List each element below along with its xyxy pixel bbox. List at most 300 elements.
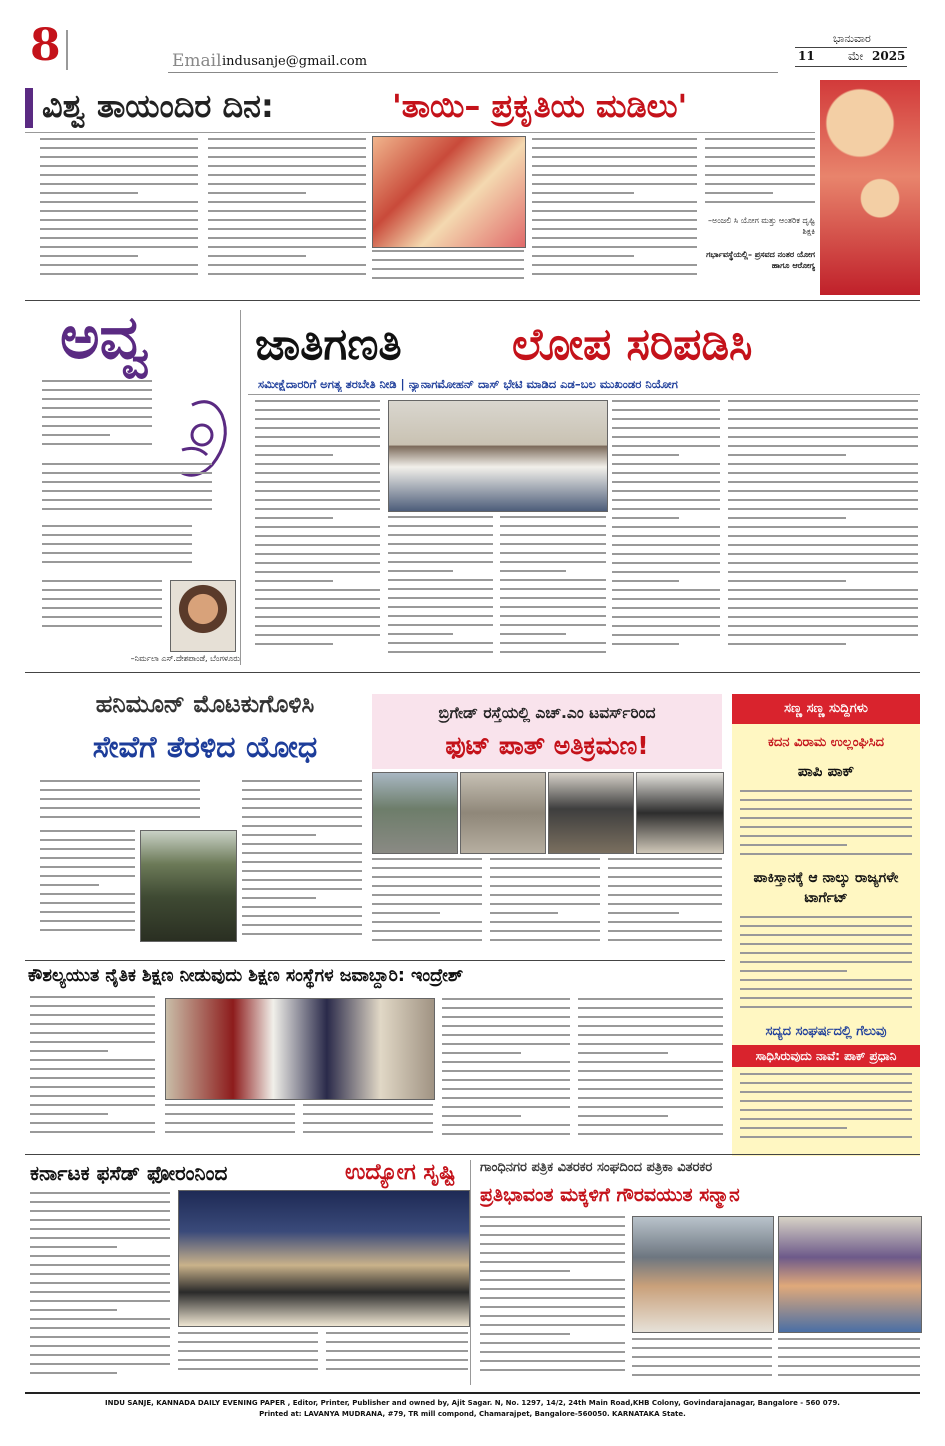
- text-line: [500, 525, 606, 527]
- text-line: [578, 1124, 723, 1126]
- story7-divider: [470, 1160, 471, 1385]
- sidebar-title: ಸಣ್ಣ ಸಣ್ಣ ಸುದ್ದಿಗಳು: [732, 694, 920, 724]
- text-line: [532, 255, 634, 257]
- text-line: [740, 970, 847, 972]
- text-line: [532, 237, 697, 239]
- text-line: [612, 535, 720, 537]
- text-line: [242, 843, 362, 845]
- story3-col1b: [40, 830, 135, 945]
- text-line: [728, 481, 918, 483]
- text-line: [326, 1359, 468, 1361]
- text-line: [255, 562, 380, 564]
- text-line: [372, 885, 482, 887]
- story1-photo-girls: [372, 136, 526, 248]
- text-line: [728, 436, 918, 438]
- date-year: 2025: [872, 49, 906, 63]
- text-line: [30, 1113, 108, 1115]
- story1-col2: [208, 138, 366, 288]
- text-line: [442, 998, 570, 1000]
- page-number: 8: [30, 20, 61, 71]
- text-line: [442, 1034, 570, 1036]
- text-line: [208, 255, 306, 257]
- text-line: [705, 183, 815, 185]
- text-line: [30, 1131, 155, 1133]
- text-line: [255, 598, 380, 600]
- story6-col2: [178, 1332, 318, 1382]
- text-line: [532, 192, 634, 194]
- text-line: [728, 616, 918, 618]
- text-line: [740, 844, 847, 846]
- text-line: [255, 616, 380, 618]
- text-line: [40, 246, 198, 248]
- text-line: [490, 858, 600, 860]
- text-line: [632, 1338, 772, 1340]
- text-line: [30, 1077, 155, 1079]
- story5-col2: [165, 1104, 295, 1146]
- masthead-divider-v: [66, 30, 68, 70]
- text-line: [442, 1115, 521, 1117]
- text-line: [728, 643, 846, 645]
- text-line: [255, 436, 380, 438]
- text-line: [490, 921, 600, 923]
- text-line: [728, 553, 918, 555]
- text-line: [480, 1342, 625, 1344]
- text-line: [728, 490, 918, 492]
- text-line: [728, 544, 918, 546]
- text-line: [372, 903, 482, 905]
- text-line: [208, 219, 366, 221]
- text-line: [578, 1133, 723, 1135]
- text-line: [740, 943, 912, 945]
- story4-photo-men2: [636, 772, 724, 854]
- story7-col3: [778, 1338, 920, 1384]
- text-line: [42, 463, 212, 465]
- text-line: [612, 553, 720, 555]
- text-line: [30, 1291, 170, 1293]
- text-line: [388, 525, 493, 527]
- text-line: [612, 598, 720, 600]
- text-line: [578, 998, 723, 1000]
- sidebar-item1-head: ಪಾಪಿ ಪಾಕ್: [797, 762, 855, 780]
- text-line: [40, 780, 200, 782]
- text-line: [608, 894, 722, 896]
- text-line: [532, 156, 697, 158]
- text-line: [303, 1104, 433, 1106]
- text-line: [500, 615, 606, 617]
- text-line: [500, 624, 606, 626]
- story6-photo-award: [178, 1190, 470, 1327]
- story5-col4: [442, 998, 570, 1146]
- text-line: [480, 1243, 625, 1245]
- story7-col1: [480, 1216, 625, 1384]
- text-line: [740, 1127, 847, 1129]
- text-line: [30, 1005, 155, 1007]
- text-line: [612, 526, 720, 528]
- text-line: [372, 912, 440, 914]
- text-line: [500, 570, 566, 572]
- text-line: [30, 1086, 155, 1088]
- text-line: [608, 930, 722, 932]
- text-line: [40, 138, 198, 140]
- text-line: [480, 1315, 625, 1317]
- text-line: [500, 579, 606, 581]
- text-line: [500, 606, 606, 608]
- text-line: [40, 201, 198, 203]
- text-line: [480, 1261, 625, 1263]
- poem-stanza2: [42, 463, 212, 518]
- text-line: [255, 607, 380, 609]
- text-line: [728, 472, 918, 474]
- text-line: [442, 1016, 570, 1018]
- story2-headline-red: ಲೋಪ ಸರಿಪಡಿಸಿ: [512, 319, 753, 370]
- story7-photo-group: [632, 1216, 774, 1333]
- text-line: [612, 445, 720, 447]
- text-line: [42, 625, 162, 627]
- text-line: [480, 1360, 625, 1362]
- text-line: [532, 201, 697, 203]
- text-line: [40, 875, 135, 877]
- text-line: [30, 1327, 170, 1329]
- story2-subhead-rule: [248, 394, 920, 395]
- text-line: [242, 798, 362, 800]
- text-line: [242, 807, 362, 809]
- text-line: [480, 1279, 625, 1281]
- text-line: [612, 544, 720, 546]
- text-line: [40, 228, 198, 230]
- text-line: [612, 463, 720, 465]
- story5-bottom-rule: [25, 1154, 920, 1155]
- text-line: [612, 490, 720, 492]
- text-line: [372, 250, 524, 252]
- text-line: [388, 624, 493, 626]
- text-line: [42, 407, 152, 409]
- text-line: [30, 1309, 117, 1311]
- story4-photo-men1: [548, 772, 634, 854]
- text-line: [612, 571, 720, 573]
- text-line: [740, 808, 912, 810]
- text-line: [208, 228, 366, 230]
- story2-col2: [388, 516, 493, 661]
- text-line: [578, 1061, 723, 1063]
- story7-headline-bottom: ಪ್ರತಿಭಾವಂತ ಮಕ್ಕಳಿಗೆ ಗೌರವಯುತ ಸನ್ಮಾನ: [480, 1184, 740, 1206]
- text-line: [372, 894, 482, 896]
- text-line: [442, 1025, 570, 1027]
- text-line: [42, 443, 152, 445]
- text-line: [165, 1113, 295, 1115]
- text-line: [42, 607, 162, 609]
- text-line: [728, 526, 918, 528]
- text-line: [740, 1091, 912, 1093]
- text-line: [255, 445, 380, 447]
- text-line: [578, 1088, 723, 1090]
- weekday: ಭಾನುವಾರ: [833, 32, 871, 45]
- text-line: [40, 165, 198, 167]
- text-line: [490, 903, 600, 905]
- text-line: [578, 1052, 668, 1054]
- text-line: [40, 839, 135, 841]
- text-line: [728, 427, 918, 429]
- story1-headline-red: 'ತಾಯಿ– ಪ್ರಕೃತಿಯ ಮಡಿಲು': [392, 87, 688, 125]
- text-line: [42, 499, 212, 501]
- text-line: [30, 1095, 155, 1097]
- text-line: [778, 1338, 920, 1340]
- text-line: [40, 884, 99, 886]
- text-line: [42, 472, 212, 474]
- story2-photo-meeting: [388, 400, 608, 512]
- text-line: [388, 633, 453, 635]
- text-line: [500, 642, 606, 644]
- text-line: [40, 830, 135, 832]
- text-line: [165, 1131, 295, 1133]
- text-line: [372, 876, 482, 878]
- text-line: [388, 552, 493, 554]
- story1-bottom-rule: [25, 300, 920, 301]
- text-line: [208, 174, 366, 176]
- text-line: [480, 1252, 625, 1254]
- text-line: [255, 571, 380, 573]
- text-line: [480, 1297, 625, 1299]
- text-line: [42, 481, 212, 483]
- text-line: [326, 1341, 468, 1343]
- text-line: [255, 589, 380, 591]
- text-line: [42, 561, 192, 563]
- text-line: [208, 246, 366, 248]
- text-line: [42, 380, 152, 382]
- text-line: [632, 1365, 772, 1367]
- text-line: [612, 409, 720, 411]
- text-line: [705, 156, 815, 158]
- poem-stanza1: [42, 380, 152, 452]
- text-line: [532, 246, 697, 248]
- text-line: [608, 885, 722, 887]
- text-line: [326, 1332, 468, 1334]
- text-line: [442, 1088, 570, 1090]
- text-line: [705, 201, 815, 203]
- text-line: [442, 1007, 570, 1009]
- text-line: [728, 418, 918, 420]
- text-line: [740, 1109, 912, 1111]
- text-line: [490, 930, 600, 932]
- sidebar-item3-kicker: ಸದ್ಯದ ಸಂಘರ್ಷದಲ್ಲಿ ಗೆಲುವು: [765, 1024, 887, 1039]
- text-line: [612, 616, 720, 618]
- text-line: [612, 517, 679, 519]
- footer-line1: INDU SANJE, KANNADA DAILY EVENING PAPER , Editor, Printer, Publisher and owned by, Ajit Sagar. N, No. 1297, 14/2, 24th Main Road,KHB Colony, Govindarajanagar, Bangalore - 560 079.: [105, 1399, 840, 1407]
- text-line: [480, 1324, 625, 1326]
- poem-byline: –ನಿರ್ಮಲಾ ಎಸ್.ದೇಶಪಾಂಡೆ, ಬೆಂಗಳೂರು: [130, 654, 240, 663]
- text-line: [442, 1106, 570, 1108]
- story4-col1: [372, 858, 482, 948]
- story2-headline-black: ಜಾತಿಗಣತಿ: [255, 319, 402, 370]
- text-line: [242, 780, 362, 782]
- text-line: [42, 534, 192, 536]
- text-line: [30, 1273, 170, 1275]
- text-line: [500, 651, 606, 653]
- text-line: [40, 798, 200, 800]
- text-line: [578, 1025, 723, 1027]
- text-line: [442, 1061, 570, 1063]
- text-line: [612, 643, 679, 645]
- text-line: [532, 210, 697, 212]
- text-line: [372, 277, 524, 279]
- text-line: [255, 481, 380, 483]
- text-line: [500, 552, 606, 554]
- text-line: [255, 499, 380, 501]
- text-line: [740, 1082, 912, 1084]
- text-line: [242, 870, 362, 872]
- text-line: [372, 939, 482, 941]
- text-line: [303, 1131, 433, 1133]
- text-line: [242, 933, 362, 935]
- story4-headline-bottom: ಫುಟ್ ಪಾತ್ ಅತಿಕ್ರಮಣ!: [445, 731, 649, 760]
- text-line: [442, 1124, 570, 1126]
- text-line: [30, 1318, 170, 1320]
- text-line: [728, 499, 918, 501]
- text-line: [442, 1097, 570, 1099]
- text-line: [740, 961, 912, 963]
- sidebar-item2-body: [740, 916, 912, 1016]
- text-line: [740, 790, 912, 792]
- text-line: [40, 911, 135, 913]
- text-line: [40, 237, 198, 239]
- text-line: [40, 893, 135, 895]
- text-line: [608, 921, 722, 923]
- story5-photo-inauguration: [165, 998, 435, 1100]
- text-line: [255, 472, 380, 474]
- text-line: [303, 1113, 433, 1115]
- text-line: [740, 799, 912, 801]
- story1-col1: [40, 138, 198, 288]
- text-line: [208, 183, 366, 185]
- story4-photo-street: [372, 772, 458, 854]
- text-line: [208, 156, 366, 158]
- text-line: [740, 952, 912, 954]
- text-line: [208, 273, 366, 275]
- text-line: [242, 789, 362, 791]
- sidebar-item1-kicker: ಕದನ ವಿರಾಮ ಉಲ್ಲಂಘಿಸಿದ: [767, 735, 884, 750]
- text-line: [632, 1374, 772, 1376]
- text-line: [728, 571, 918, 573]
- text-line: [255, 553, 380, 555]
- text-line: [442, 1043, 570, 1045]
- text-line: [612, 481, 720, 483]
- text-line: [372, 858, 482, 860]
- text-line: [608, 867, 722, 869]
- text-line: [740, 817, 912, 819]
- text-line: [372, 930, 482, 932]
- text-line: [208, 201, 366, 203]
- text-line: [208, 210, 366, 212]
- text-line: [532, 264, 697, 266]
- email-address[interactable]: indusanje@gmail.com: [222, 54, 368, 69]
- text-line: [740, 835, 912, 837]
- text-line: [30, 1192, 170, 1194]
- text-line: [255, 535, 380, 537]
- text-line: [612, 427, 720, 429]
- text-line: [728, 625, 918, 627]
- text-line: [612, 400, 720, 402]
- text-line: [42, 589, 162, 591]
- text-line: [178, 1350, 318, 1352]
- text-line: [255, 526, 380, 528]
- text-line: [40, 816, 200, 818]
- story1-col4: [705, 138, 815, 213]
- text-line: [208, 237, 366, 239]
- text-line: [612, 472, 720, 474]
- text-line: [480, 1225, 625, 1227]
- sidebar-item3-head: ಸಾಧಿಸಿರುವುದು ನಾವೆ: ಪಾಕ್ ಪ್ರಧಾನಿ: [732, 1045, 920, 1067]
- text-line: [740, 1136, 912, 1138]
- text-line: [42, 425, 152, 427]
- text-line: [30, 1122, 155, 1124]
- text-line: [178, 1359, 318, 1361]
- text-line: [42, 580, 162, 582]
- text-line: [30, 1354, 170, 1356]
- text-line: [490, 885, 600, 887]
- text-line: [242, 888, 362, 890]
- text-line: [30, 1300, 170, 1302]
- text-line: [40, 902, 135, 904]
- text-line: [42, 389, 152, 391]
- story7-photo-students: [778, 1216, 922, 1333]
- text-line: [372, 268, 524, 270]
- masthead-rule: [168, 72, 778, 73]
- text-line: [40, 147, 198, 149]
- text-line: [740, 979, 912, 981]
- text-line: [778, 1374, 920, 1376]
- text-line: [740, 1118, 912, 1120]
- text-line: [578, 1097, 723, 1099]
- text-line: [208, 264, 366, 266]
- text-line: [242, 852, 362, 854]
- text-line: [612, 607, 720, 609]
- text-line: [532, 174, 697, 176]
- text-line: [40, 192, 138, 194]
- poet-photo: [170, 580, 236, 652]
- footer-line2: Printed at: LAVANYA MUDRANA, #79, TR mill compond, Chamarajpet, Bangalore-560050. KARNATAKA State.: [259, 1410, 686, 1418]
- text-line: [740, 988, 912, 990]
- text-line: [30, 1228, 170, 1230]
- text-line: [612, 436, 720, 438]
- text-line: [388, 588, 493, 590]
- text-line: [500, 543, 606, 545]
- text-line: [388, 642, 493, 644]
- poem-title: ಅವ್ವ: [60, 303, 149, 373]
- poem-divider: [240, 310, 241, 665]
- text-line: [532, 147, 697, 149]
- story3-headline-top: ಹನಿಮೂನ್ ಮೊಟಕುಗೊಳಿಸಿ: [95, 690, 315, 718]
- story1-photo-mother-daughter: [820, 80, 920, 295]
- text-line: [608, 903, 722, 905]
- text-line: [578, 1007, 723, 1009]
- text-line: [42, 490, 212, 492]
- text-line: [255, 409, 380, 411]
- email-label: Email: [172, 51, 222, 71]
- story2-subhead: ಸಮೀಕ್ಷೆದಾರರಿಗೆ ಅಗತ್ಯ ತರಬೇತಿ ನೀಡಿ | ನ್ಯಾನಾಗಮೋಹನ್ ದಾಸ್ ಭೇಟಿ ಮಾಡಿದ ಎಡ–ಬಲ ಮುಖಂಡರ ನಿಯೋಗ: [258, 377, 678, 391]
- text-line: [40, 210, 198, 212]
- text-line: [42, 598, 162, 600]
- text-line: [632, 1347, 772, 1349]
- text-line: [30, 1345, 170, 1347]
- date-day: 11: [798, 49, 815, 63]
- text-line: [388, 651, 493, 653]
- text-line: [705, 174, 815, 176]
- story7-col2: [632, 1338, 772, 1384]
- text-line: [442, 1070, 570, 1072]
- story5-col5: [578, 998, 723, 1146]
- text-line: [388, 579, 493, 581]
- text-line: [30, 1363, 170, 1365]
- text-line: [242, 825, 362, 827]
